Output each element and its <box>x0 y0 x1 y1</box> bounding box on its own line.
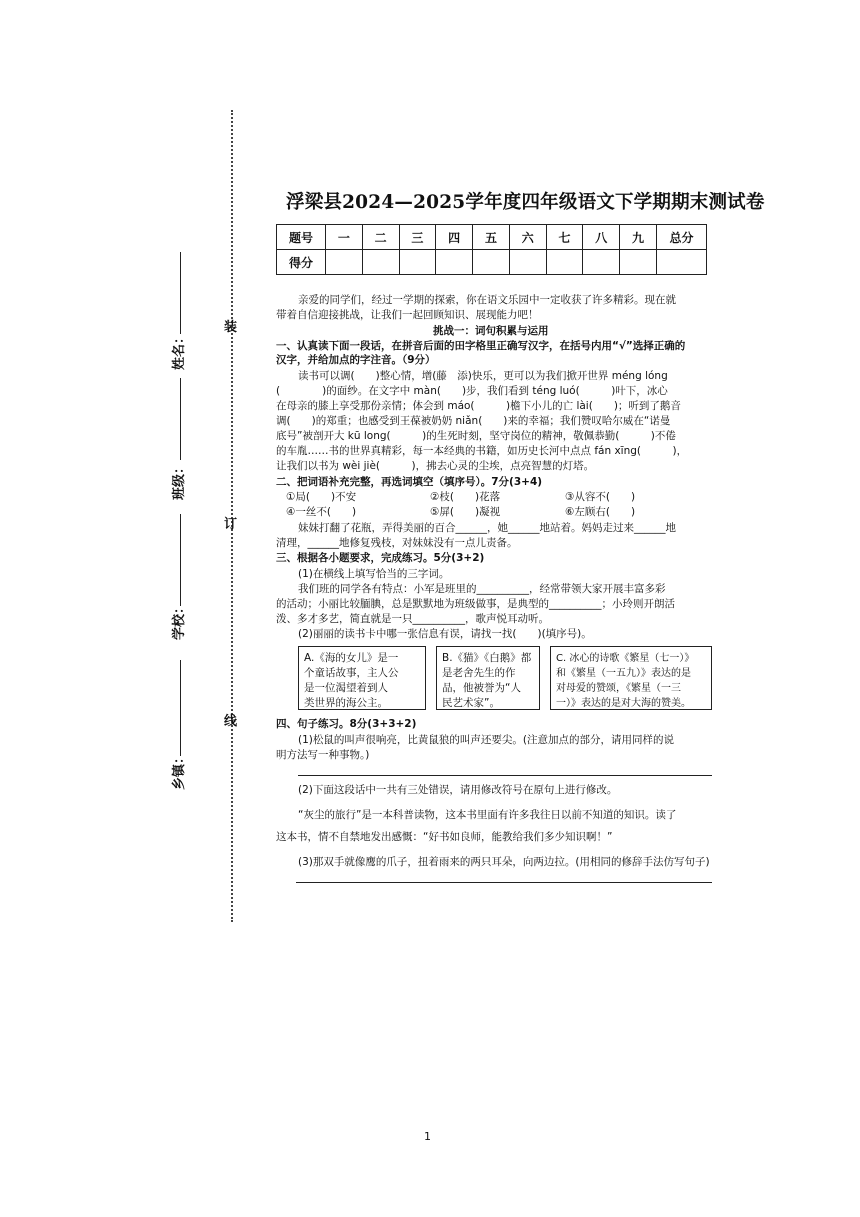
score-header-cell: 七 <box>546 225 583 250</box>
q1-heading-line-2: 汉字，并给加点的字注音。（9分） <box>276 354 436 366</box>
q2-passage-line-1: 妹妹打翻了花瓶，弄得美丽的百合______，她______地站着。妈妈走过来______地 <box>298 522 676 534</box>
q4-passage-line-1: “灰尘的旅行”是一本科普读物，这本书里面有许多我往日以前不知道的知识。读了 <box>298 809 677 821</box>
card-b-line: 民艺术家”。 <box>442 697 500 709</box>
answer-line-q4-3[interactable] <box>296 882 712 883</box>
card-b-line: 是老舍先生的作 <box>442 667 516 679</box>
q1-passage-line: 读书可以调( )整心情，增(藤 添)快乐，更可以为我们掀开世界 méng lóng <box>298 370 668 382</box>
score-cell[interactable] <box>326 250 363 275</box>
town-field-line[interactable] <box>180 660 181 756</box>
score-header-cell: 八 <box>583 225 620 250</box>
score-cell[interactable] <box>509 250 546 275</box>
reading-card-c <box>550 646 712 710</box>
q2-item-5: ⑤屏( )凝视 <box>430 506 501 518</box>
answer-line-q4-1[interactable] <box>298 775 712 776</box>
q3-passage-line-1: 我们班的同学各有特点：小军是班里的__________，经常带领大家开展丰富多彩 <box>298 583 666 595</box>
score-header-cell: 九 <box>620 225 657 250</box>
q3-passage-line-2: 的活动；小丽比较腼腆，总是默默地为班级做事，是典型的__________；小玲则开朗活 <box>276 598 675 610</box>
q4-sub-1-line-2: 明方法写一种事物。) <box>276 749 370 761</box>
page-number: 1 <box>424 1130 431 1143</box>
q1-passage-line: 调( )的郑重；也感受到王葆被奶奶 niǎn( )来的幸福；我们赞叹哈尔威在“诺曼 <box>276 415 671 427</box>
score-cell[interactable] <box>583 250 620 275</box>
reading-card-a <box>298 646 426 710</box>
score-cell[interactable] <box>657 250 707 275</box>
card-a-line: A.《海的女儿》是一 <box>304 652 399 664</box>
margin-word-zhuang: 装 <box>224 320 238 335</box>
challenge-one-heading: 挑战一：词句积累与运用 <box>433 325 549 337</box>
q1-passage-line: ( )的面纱。在文字中 màn( )步，我们看到 téng luó( )叶下，冰心 <box>276 385 668 397</box>
intro-line-2: 带着自信迎接挑战，让我们一起回顾知识、展现能力吧！ <box>276 309 539 321</box>
q3-heading: 三、根据各小题要求，完成练习。5分(3+2) <box>276 552 485 564</box>
score-header-cell: 六 <box>509 225 546 250</box>
score-row-label: 得分 <box>277 250 326 275</box>
score-header-cell: 总分 <box>657 225 707 250</box>
q3-passage-line-3: 泼、多才多艺，简直就是一只__________，歌声悦耳动听。 <box>276 613 549 625</box>
score-table-score-row <box>277 250 707 275</box>
q1-passage-line: 让我们以书为 wèi jiè( )，拂去心灵的尘埃，点亮智慧的灯塔。 <box>276 460 595 472</box>
town-field-label: 乡镇： <box>172 750 187 790</box>
score-table <box>276 224 707 275</box>
q2-heading: 二、把词语补充完整，再选词填空（填序号）。7分(3+4) <box>276 476 543 488</box>
school-field-label: 学校： <box>172 600 187 640</box>
class-field-label: 班级： <box>172 460 187 500</box>
card-a-line: 是一位渴望着到人 <box>304 682 388 694</box>
score-header-cell: 二 <box>362 225 399 250</box>
q3-sub-2: (2)丽丽的读书卡中哪一张信息有误，请找一找( )(填序号)。 <box>298 628 592 640</box>
score-cell[interactable] <box>546 250 583 275</box>
q4-heading: 四、句子练习。8分(3+3+2) <box>276 718 417 730</box>
class-field-line[interactable] <box>180 378 181 460</box>
intro-line-1: 亲爱的同学们，经过一学期的探索，你在语文乐园中一定收获了许多精彩。现在就 <box>298 294 676 306</box>
score-header-cell: 四 <box>436 225 473 250</box>
score-cell[interactable] <box>399 250 436 275</box>
reading-card-b <box>436 646 540 710</box>
card-c-line: 和《繁星（一五九）》表达的是 <box>556 668 691 679</box>
q4-passage-line-2: 这本书，情不自禁地发出感慨：“好书如良师，能教给我们多少知识啊！” <box>276 831 613 843</box>
score-header-cell: 五 <box>473 225 510 250</box>
q1-heading-line-1: 一、认真读下面一段话，在拼音后面的田字格里正确写汉字，在括号内用“√”选择正确的 <box>276 340 686 352</box>
card-a-line: 个童话故事，主人公 <box>304 667 399 679</box>
q2-item-3: ③从容不( ) <box>565 491 636 503</box>
q2-item-4: ④一丝不( ) <box>286 506 357 518</box>
q2-item-2: ②枝( )花落 <box>430 491 501 503</box>
margin-word-ding: 订 <box>224 517 238 532</box>
card-c-line: 对母爱的赞颂，《繁星（一三 <box>556 683 681 694</box>
q2-item-6: ⑥左顾右( ) <box>565 506 636 518</box>
name-field-line[interactable] <box>180 252 181 334</box>
score-cell[interactable] <box>436 250 473 275</box>
school-field-line[interactable] <box>180 514 181 606</box>
score-cell[interactable] <box>362 250 399 275</box>
q2-item-1: ①局( )不安 <box>286 491 357 503</box>
q4-sub-1-line-1: (1)松鼠的叫声很响亮，比黄鼠狼的叫声还要尖。(注意加点的部分，请用同样的说 <box>298 734 674 746</box>
q4-sub-2: (2)下面这段话中一共有三处错误，请用修改符号在原句上进行修改。 <box>298 784 618 796</box>
q4-sub-3: (3)那双手就像鹰的爪子，扭着雨来的两只耳朵，向两边拉。(用相同的修辞手法仿写句子) <box>298 856 710 868</box>
score-cell[interactable] <box>473 250 510 275</box>
page-title: 浮梁县2024—2025学年度四年级语文下学期期末测试卷 <box>286 192 765 213</box>
card-c-line: C. 冰心的诗歌《繁星（七一）》 <box>556 653 695 664</box>
q2-passage-line-2: 清理，______地修复残枝，对妹妹没有一点儿责备。 <box>276 537 518 549</box>
q1-passage-line: 在母亲的膝上享受那份亲情；体会到 máo( )檐下小儿的亡 lài( )；听到了鹅音 <box>276 400 681 412</box>
score-header-cell: 一 <box>326 225 363 250</box>
q3-sub-1: (1)在横线上填写恰当的三字词。 <box>298 568 450 580</box>
card-a-line: 类世界的海公主。 <box>304 697 388 709</box>
name-field-label: 姓名： <box>172 330 187 370</box>
score-cell[interactable] <box>620 250 657 275</box>
q1-passage-line: 的车胤……书的世界真精彩，每一本经典的书籍，如历史长河中点点 fán xīng( )， <box>276 445 688 457</box>
card-c-line: 一）》表达的是对大海的赞美。 <box>556 698 691 709</box>
margin-word-xian: 线 <box>224 714 238 729</box>
score-header-cell: 题号 <box>277 225 326 250</box>
q1-passage-line: 底号”被剖开大 kū long( )的生死时刻，坚守岗位的精神，敬佩恭勤( )不倦 <box>276 430 676 442</box>
card-b-line: B.《猫》《白鹅》都 <box>442 652 532 664</box>
card-b-line: 品，他被誉为“人 <box>442 682 521 694</box>
score-header-cell: 三 <box>399 225 436 250</box>
score-table-header-row <box>277 225 707 250</box>
